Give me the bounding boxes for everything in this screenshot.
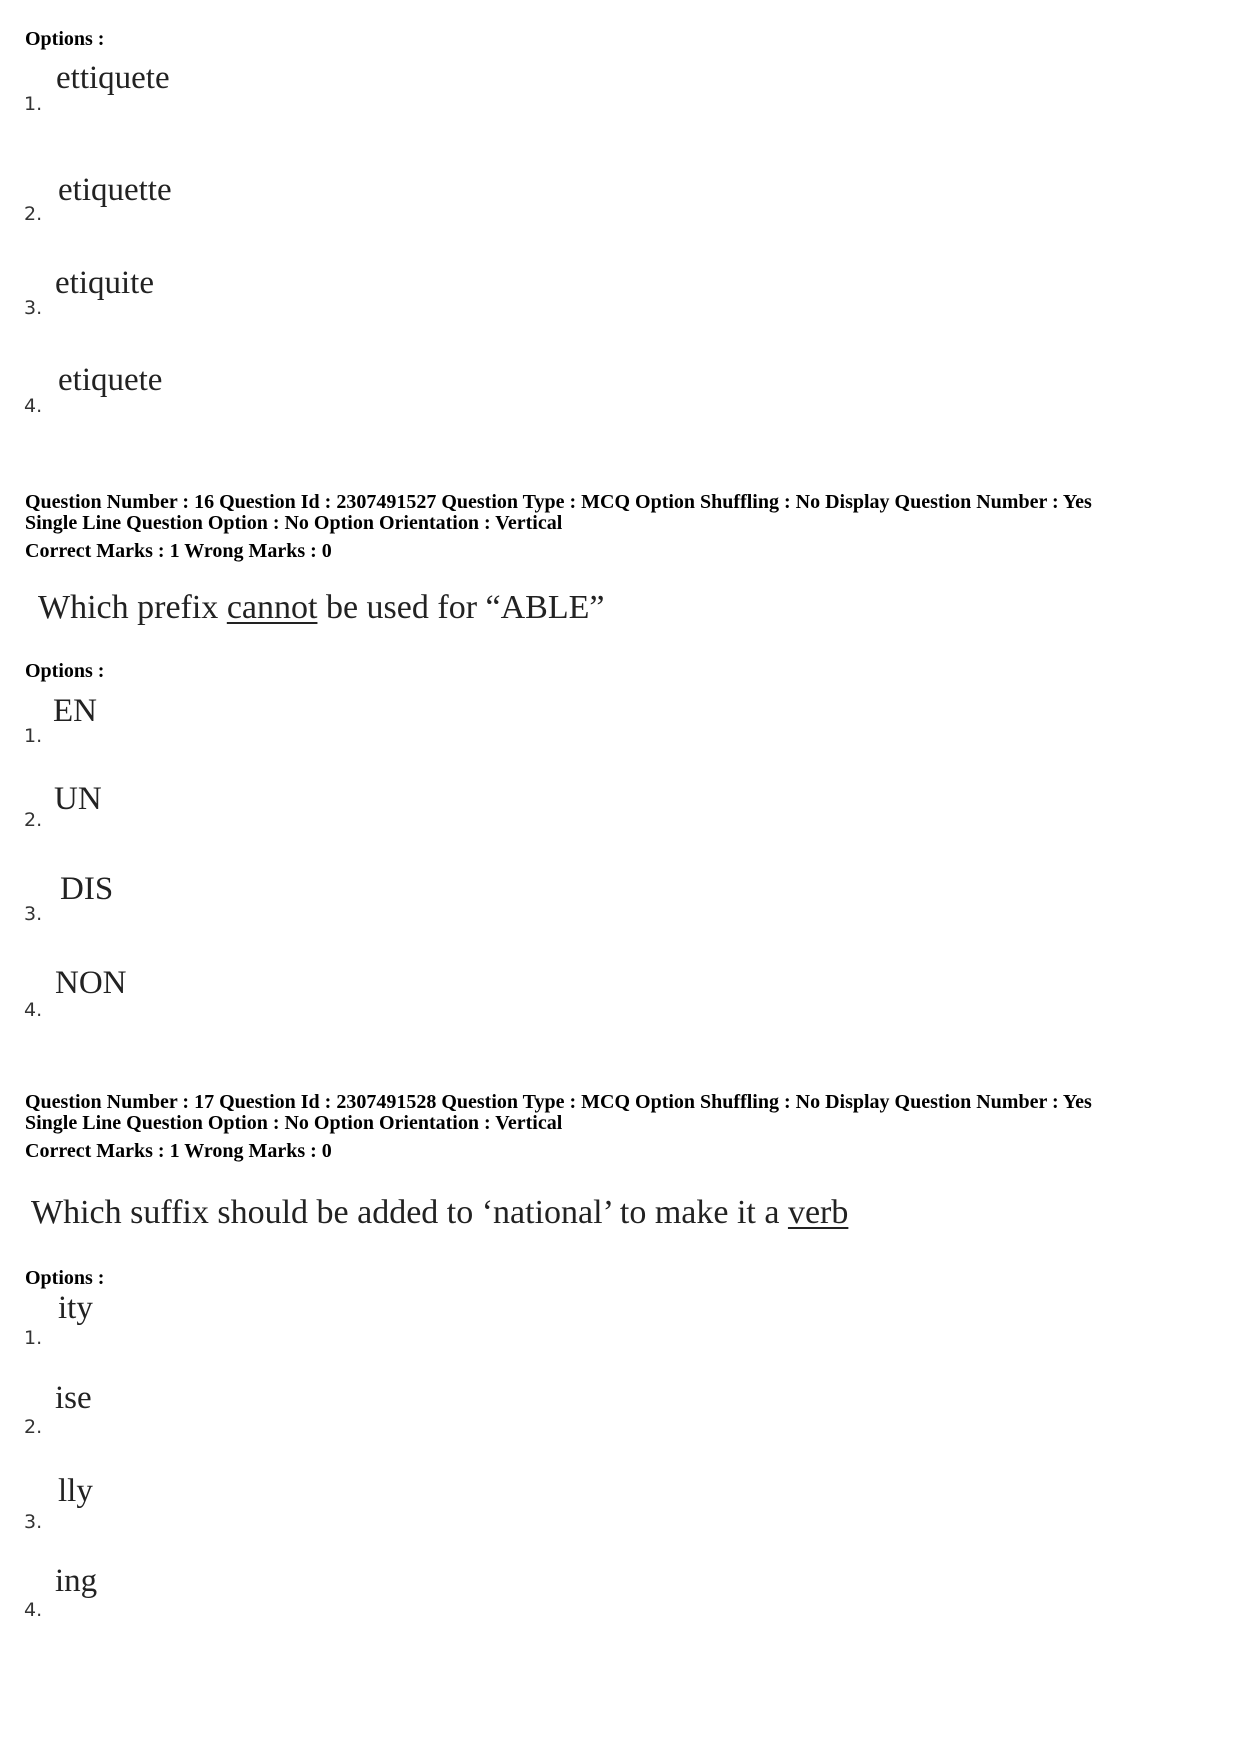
options-label: Options : <box>25 660 105 682</box>
option-text: NON <box>55 965 127 1001</box>
option-number: 1. <box>24 93 43 115</box>
option-number: 4. <box>24 999 43 1021</box>
option-number: 2. <box>24 809 43 831</box>
option-number: 3. <box>24 903 43 925</box>
option-text: ise <box>55 1380 92 1416</box>
question-meta-line2: Single Line Question Option : No Option Orientation : Vertical <box>25 1112 563 1134</box>
option-text: etiquette <box>58 172 172 208</box>
question-text <box>38 589 604 627</box>
question-text-underlined: verb <box>787 1194 849 1231</box>
question-meta-line1: Question Number : 16 Question Id : 2307491527 Question Type : MCQ Option Shuffling : No Display Question Number : Yes <box>25 491 1092 513</box>
option-number: 1. <box>24 725 43 747</box>
option-number: 4. <box>24 395 43 417</box>
option-text: EN <box>53 693 97 729</box>
option-text: etiquite <box>55 265 154 301</box>
option-text: UN <box>54 781 102 817</box>
option-text: etiquete <box>58 362 163 398</box>
option-number: 3. <box>24 1511 43 1533</box>
question-text-after: be used for “ABLE” <box>317 589 605 626</box>
option-number: 2. <box>24 203 43 225</box>
option-number: 1. <box>24 1327 43 1349</box>
option-text: ing <box>55 1563 98 1599</box>
question-marks: Correct Marks : 1 Wrong Marks : 0 <box>25 540 332 562</box>
options-label: Options : <box>25 28 105 50</box>
question-meta-line2: Single Line Question Option : No Option Orientation : Vertical <box>25 512 563 534</box>
option-text: lly <box>58 1473 93 1509</box>
option-text: ettiquete <box>56 60 170 96</box>
options-label: Options : <box>25 1267 105 1289</box>
question-text-underlined: cannot <box>226 589 318 626</box>
option-number: 4. <box>24 1599 43 1621</box>
question-marks: Correct Marks : 1 Wrong Marks : 0 <box>25 1140 332 1162</box>
option-number: 3. <box>24 297 43 319</box>
option-text: DIS <box>60 871 114 907</box>
question-text-before: Which suffix should be added to ‘national’ to make it a <box>31 1194 788 1231</box>
question-text-before: Which prefix <box>38 589 227 626</box>
question-text <box>31 1194 848 1232</box>
question-meta-line1: Question Number : 17 Question Id : 2307491528 Question Type : MCQ Option Shuffling : No Display Question Number : Yes <box>25 1091 1092 1113</box>
option-text: ity <box>58 1290 93 1326</box>
option-number: 2. <box>24 1416 43 1438</box>
